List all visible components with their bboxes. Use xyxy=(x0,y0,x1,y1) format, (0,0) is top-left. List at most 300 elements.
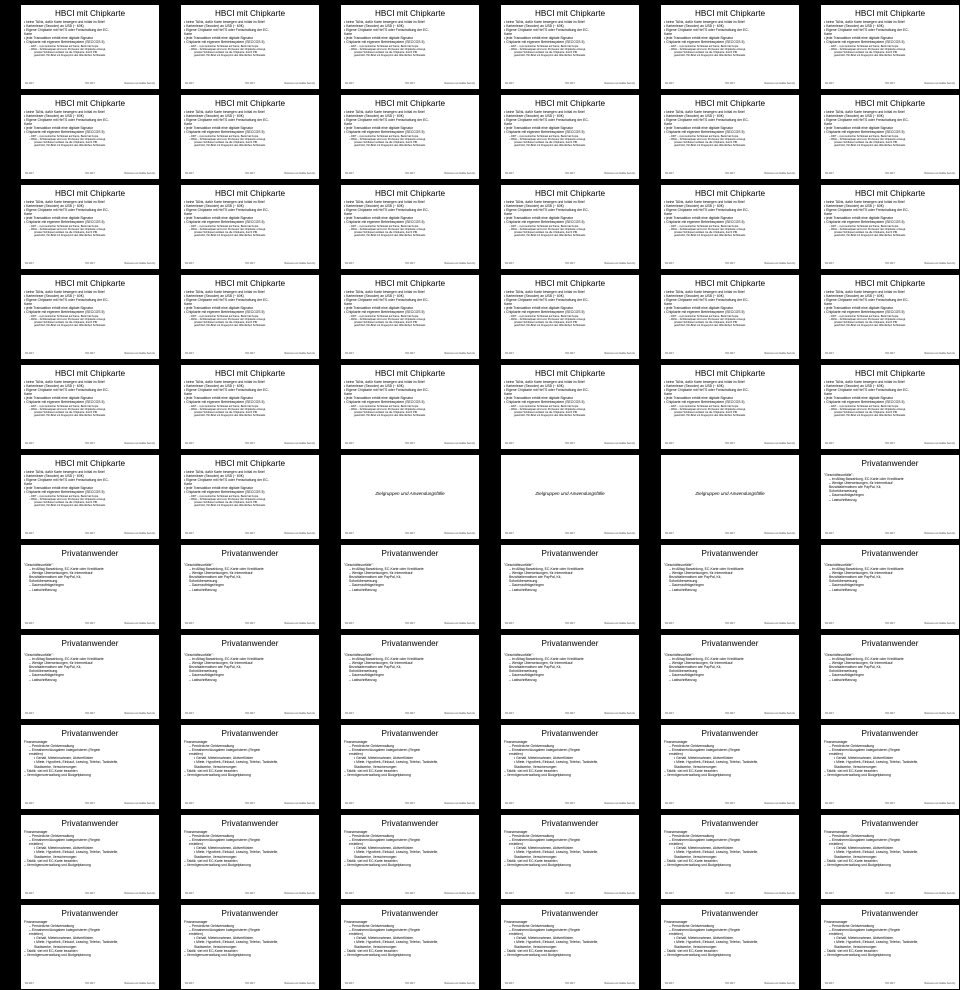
footer-left: SS 2017 xyxy=(25,803,34,805)
slide-bullet: – Wenige Überweisungen, für Internetkauf xyxy=(189,661,253,666)
slide-bullet: Finanzmanager xyxy=(504,920,528,924)
slide-bullet: • keine TANs, dafür Karte bewegen und Initial im Brief xyxy=(344,380,425,384)
slide-bullet: – DDT – symmetrischer Schlüssel auf Karte, Bank hat Kopie xyxy=(189,404,259,408)
slide-thumbnail[interactable] xyxy=(21,185,159,269)
footer-middle: HCI 2017 xyxy=(565,263,575,265)
slide-thumbnail[interactable] xyxy=(181,185,319,269)
slide-bullet: Finanzmanager xyxy=(664,830,688,834)
slide-bullet: geschützt, INI-Brief mit Fingerprint des öffentlichen Schlüssels xyxy=(514,234,586,238)
slide-thumbnail[interactable] xyxy=(661,635,799,719)
slide-bullet: – im Alltag Barzahlung, EC-Karte oder Kreditkarte xyxy=(189,657,264,662)
slide-bullet: • Gehalt, Mieteinnahmen, Aktiverflösten xyxy=(514,936,574,941)
slide-thumbnail[interactable] xyxy=(661,5,799,89)
slide-bullet: • jede Transaktion erhält eine digitale Signatur xyxy=(184,36,254,41)
footer-right: Business und Usable Security xyxy=(284,533,315,535)
slide-thumbnail[interactable] xyxy=(181,5,319,89)
slide-thumbnail[interactable] xyxy=(181,635,319,719)
slide-bullet: Finanzmanager xyxy=(824,740,848,744)
slide-bullet: geschützt, INI-Brief mit Fingerprint des öffentlichen Schlüssels xyxy=(34,234,106,238)
footer-middle: HCI 2017 xyxy=(565,83,575,85)
slide-bullet: – Persönliche Geldverwaltung xyxy=(509,744,555,749)
slide-bullet: – DDT – symmetrischer Schlüssel auf Karte, Bank hat Kopie xyxy=(669,224,739,228)
slide-bullet: – Taktik: viel mit EC-Karte bezahlen xyxy=(344,948,398,953)
slide-bullet: – DDT – symmetrischer Schlüssel auf Karte, Bank hat Kopie xyxy=(669,134,739,138)
slide-bullet: – Wenige Überweisungen, für Internetkauf xyxy=(29,661,93,666)
footer-right: Business und Usable Security xyxy=(124,803,155,805)
slide-thumbnail[interactable] xyxy=(341,815,479,899)
footer-right: Business und Usable Security xyxy=(444,263,475,265)
slide-bullet: Finanzmanager xyxy=(344,920,368,924)
slide-bullet: Bezahlalternativen wie PayPal, Kk, xyxy=(669,665,722,670)
slide-bullet: • keine TANs, dafür Karte bewegen und Initial im Brief xyxy=(504,200,585,204)
footer-left: SS 2017 xyxy=(345,893,354,895)
slide-thumbnail[interactable] xyxy=(341,5,479,89)
slide-thumbnail[interactable] xyxy=(21,725,159,809)
slide-thumbnail[interactable] xyxy=(501,905,639,989)
slide-bullet: • Miete, Hypothek, Einkauf, Leasing, Telefon, Tankstelle, xyxy=(354,940,439,945)
slide-thumbnail[interactable] xyxy=(501,815,639,899)
slide-bullet: • Kartenleser (Secoder) an USB (~ 60€) xyxy=(504,384,564,389)
slide-bullet: geschützt, INI-Brief mit Fingerprint des öffentlichen Schlüssels xyxy=(834,54,906,58)
slide-bullet: • jede Transaktion erhält eine digitale Signatur xyxy=(24,126,94,131)
slide-bullet: Bezahlalternativen wie PayPal, Kk, xyxy=(29,665,82,670)
slide-bullet: Finanzmanager xyxy=(344,740,368,744)
slide-footer xyxy=(345,83,475,86)
slide-bullet: geschützt, INI-Brief mit Fingerprint des öffentlichen Schlüssels xyxy=(674,324,746,328)
slide-bullet: • keine TANs, dafür Karte bewegen und Initial im Brief xyxy=(24,110,105,114)
slide-thumbnail[interactable] xyxy=(341,275,479,359)
slide-bullet: Karte xyxy=(504,32,513,37)
slide-thumbnail[interactable] xyxy=(821,275,959,359)
footer-middle: HCI 2017 xyxy=(885,353,895,355)
slide-bullet: – Persönliche Geldverwaltung xyxy=(829,834,875,839)
slide-bullet: privater Schlüssel verlässt nie die Chipkarte, durch PIN xyxy=(354,230,418,234)
slide-thumbnail[interactable] xyxy=(661,185,799,269)
slide-bullet: • Kartenleser (Secoder) an USB (~ 60€) xyxy=(24,204,84,209)
slide-bullet: – Taktik: viel mit EC-Karte bezahlen xyxy=(664,858,718,863)
footer-middle: HCI 2017 xyxy=(885,83,895,85)
slide-footer xyxy=(185,533,315,536)
slide-bullet: Sofortüberweisung xyxy=(189,669,218,674)
slide-title: HBCI mit Chipkarte xyxy=(374,369,446,378)
slide-bullet: – Persönliche Geldverwaltung xyxy=(349,924,395,929)
slide-footer xyxy=(665,443,795,446)
footer-middle: HCI 2017 xyxy=(245,173,255,175)
slide-thumbnail[interactable] xyxy=(821,185,959,269)
slide-bullet: – Taktik: viel mit EC-Karte bezahlen xyxy=(504,948,558,953)
slide-footer xyxy=(505,443,635,446)
slide-bullet: • Kartenleser (Secoder) an USB (~ 60€) xyxy=(184,204,244,209)
slide-bullet: • Kartenleser (Secoder) an USB (~ 60€) xyxy=(824,294,884,299)
slide-bullet: – Taktik: viel mit EC-Karte bezahlen xyxy=(24,858,78,863)
footer-left: SS 2017 xyxy=(665,443,674,445)
slide-bullet: • Kartenleser (Secoder) an USB (~ 60€) xyxy=(24,294,84,299)
slide-bullet: geschützt, INI-Brief mit Fingerprint des öffentlichen Schlüssels xyxy=(194,324,266,328)
slide-footer xyxy=(25,893,155,896)
slide-bullet: privater Schlüssel verlässt nie die Chipkarte, durch PIN xyxy=(194,230,258,234)
slide-bullet: • Chipkarte mit eigenem Betriebssystem (SECCOS 5) xyxy=(664,220,745,225)
slide-footer xyxy=(345,173,475,176)
slide-bullet: erstellen) xyxy=(829,752,843,757)
slide-bullet: Karte xyxy=(24,32,33,37)
slide-bullet: privater Schlüssel verlässt nie die Chipkarte, durch PIN xyxy=(34,410,98,414)
slide-bullet: • Chipkarte mit eigenem Betriebssystem (SECCOS 5) xyxy=(24,130,105,135)
slide-bullet: • Eigene Chipkarte mit HeTS oder Freischaltung der EC- xyxy=(664,298,749,303)
slide-bullet: • Eigene Chipkarte mit HeTS oder Freischaltung der EC- xyxy=(344,28,429,33)
slide-bullet: • Miete, Hypothek, Einkauf, Leasing, Telefon, Tankstelle, xyxy=(514,940,599,945)
slide-bullet: Karte xyxy=(24,212,33,217)
slide-thumbnail[interactable] xyxy=(661,455,799,539)
slide-bullet: • Kartenleser (Secoder) an USB (~ 60€) xyxy=(344,114,404,119)
slide-title: HBCI mit Chipkarte xyxy=(854,279,926,288)
slide-body xyxy=(504,563,636,592)
slide-body xyxy=(344,653,476,682)
footer-left: SS 2017 xyxy=(345,353,354,355)
slide-bullet: Finanzmanager xyxy=(184,740,208,744)
slide-bullet: – Vermögensverwaltung und Budgetplanung xyxy=(664,952,731,957)
slide-thumbnail[interactable] xyxy=(181,815,319,899)
footer-middle: HCI 2017 xyxy=(405,983,415,985)
slide-thumbnail[interactable] xyxy=(21,455,159,539)
slide-bullet: – Taktik: viel mit EC-Karte bezahlen xyxy=(824,858,878,863)
slide-thumbnail[interactable] xyxy=(501,455,639,539)
slide-thumbnail[interactable] xyxy=(661,95,799,179)
slide-bullet: privater Schlüssel verlässt nie die Chipkarte, durch PIN xyxy=(834,320,898,324)
footer-middle: HCI 2017 xyxy=(565,623,575,625)
slide-bullet: geschützt, INI-Brief mit Fingerprint des öffentlichen Schlüssels xyxy=(834,414,906,418)
slide-body xyxy=(184,110,316,147)
slide-bullet: – DDT – symmetrischer Schlüssel auf Karte, Bank hat Kopie xyxy=(829,224,899,228)
slide-footer xyxy=(185,893,315,896)
slide-bullet: Karte xyxy=(664,212,673,217)
slide-bullet: geschützt, INI-Brief mit Fingerprint des öffentlichen Schlüssels xyxy=(514,414,586,418)
slide-thumbnail[interactable] xyxy=(21,905,159,989)
slide-bullet: • Gehalt, Mieteinnahmen, Aktiverflösten xyxy=(834,846,894,851)
slide-bullet: – Einnahmen/Ausgaben kategorisieren (Regeln xyxy=(349,748,421,753)
slide-bullet: • Chipkarte mit eigenem Betriebssystem (SECCOS 5) xyxy=(824,220,905,225)
slide-footer xyxy=(185,173,315,176)
slide-body xyxy=(664,290,796,327)
slide-bullet: – Daueraufträge/ringen xyxy=(189,583,224,588)
slide-body xyxy=(24,563,156,592)
slide-footer xyxy=(505,713,635,716)
slide-bullet: • keine TANs, dafür Karte bewegen und Initial im Brief xyxy=(344,20,425,24)
section-heading: Zielgruppen und Anwendungsfälle xyxy=(535,491,605,496)
slide-bullet: – Wenige Überweisungen, für Internetkauf xyxy=(349,661,413,666)
footer-left: SS 2017 xyxy=(345,803,354,805)
slide-thumbnail[interactable] xyxy=(501,275,639,359)
slide-thumbnail[interactable] xyxy=(501,545,639,629)
slide-footer xyxy=(185,443,315,446)
footer-middle: HCI 2017 xyxy=(405,713,415,715)
slide-bullet: – im Alltag Barzahlung, EC-Karte oder Kreditkarte xyxy=(509,567,584,572)
slide-thumbnail[interactable] xyxy=(341,545,479,629)
slide-thumbnail[interactable] xyxy=(661,545,799,629)
slide-bullet: Finanzmanager xyxy=(664,740,688,744)
slide-bullet: • keine TANs, dafür Karte bewegen und Initial im Brief xyxy=(824,20,905,24)
slide-thumbnail[interactable] xyxy=(181,725,319,809)
slide-thumbnail[interactable] xyxy=(501,365,639,449)
footer-left: SS 2017 xyxy=(185,983,194,985)
slide-bullet: • Kartenleser (Secoder) an USB (~ 60€) xyxy=(184,384,244,389)
slide-thumbnail[interactable] xyxy=(821,815,959,899)
slide-bullet: – Wenige Überweisungen, für Internetkauf xyxy=(29,571,93,576)
slide-bullet: – Vermögensverwaltung und Budgetplanung xyxy=(344,862,411,867)
slide-bullet: • Gehalt, Mieteinnahmen, Aktiverflösten xyxy=(354,936,414,941)
slide-bullet: erstellen) xyxy=(29,842,43,847)
slide-bullet: geschützt, INI-Brief mit Fingerprint des öffentlichen Schlüssels xyxy=(34,504,106,508)
slide-thumbnail[interactable] xyxy=(181,545,319,629)
slide-thumbnail[interactable] xyxy=(341,635,479,719)
slide-thumbnail[interactable] xyxy=(341,905,479,989)
slide-thumbnail[interactable] xyxy=(501,185,639,269)
slide-bullet: • keine TANs, dafür Karte bewegen und Initial im Brief xyxy=(24,470,105,474)
footer-left: SS 2017 xyxy=(25,533,34,535)
slide-bullet: privater Schlüssel verlässt nie die Chipkarte, durch PIN xyxy=(674,410,738,414)
slide-body xyxy=(24,470,156,507)
slide-bullet: – Lastschriftanzug xyxy=(29,587,57,592)
footer-right: Business und Usable Security xyxy=(764,173,795,175)
slide-bullet: – Lastschriftanzug xyxy=(189,677,217,682)
slide-bullet: • Eigene Chipkarte mit HeTS oder Freischaltung der EC- xyxy=(344,118,429,123)
slide-title: HBCI mit Chipkarte xyxy=(214,369,286,378)
slide-bullet: – im Alltag Barzahlung, EC-Karte oder Kreditkarte xyxy=(349,657,424,662)
slide-body xyxy=(184,830,316,867)
slide-bullet: – Lastschriftanzug xyxy=(829,587,857,592)
footer-left: SS 2017 xyxy=(505,803,514,805)
slide-thumbnail[interactable] xyxy=(661,725,799,809)
slide-thumbnail[interactable] xyxy=(181,275,319,359)
slide-title: Privatanwender xyxy=(861,639,919,648)
slide-title: Privatanwender xyxy=(221,909,279,918)
slide-bullet: • jede Transaktion erhält eine digitale Signatur xyxy=(184,486,254,491)
slide-bullet: – Einnahmen/Ausgaben kategorisieren (Regeln xyxy=(829,748,901,753)
slide-thumbnail[interactable] xyxy=(661,365,799,449)
slide-footer xyxy=(185,623,315,626)
slide-bullet: • jede Transaktion erhält eine digitale Signatur xyxy=(664,126,734,131)
slide-bullet: privater Schlüssel verlässt nie die Chipkarte, durch PIN xyxy=(194,140,258,144)
footer-middle: HCI 2017 xyxy=(85,173,95,175)
slide-bullet: privater Schlüssel verlässt nie die Chipkarte, durch PIN xyxy=(514,320,578,324)
slide-footer xyxy=(825,623,955,626)
slide-bullet: – im Alltag Barzahlung, EC-Karte oder Kreditkarte xyxy=(29,567,104,572)
slide-bullet: • jede Transaktion erhält eine digitale Signatur xyxy=(664,216,734,221)
slide-bullet: Karte xyxy=(664,122,673,127)
slide-bullet: • Eigene Chipkarte mit HeTS oder Freischaltung der EC- xyxy=(24,298,109,303)
slide-thumbnail[interactable] xyxy=(341,365,479,449)
footer-middle: HCI 2017 xyxy=(725,713,735,715)
slide-bullet: • Miete, Hypothek, Einkauf, Leasing, Telefon, Tankstelle, xyxy=(514,760,599,765)
footer-left: SS 2017 xyxy=(25,83,34,85)
slide-thumbnail[interactable] xyxy=(821,365,959,449)
slide-thumbnail[interactable] xyxy=(661,815,799,899)
slide-bullet: – DDT – symmetrischer Schlüssel auf Karte, Bank hat Kopie xyxy=(669,44,739,48)
slide-bullet: Finanzmanager xyxy=(184,830,208,834)
slide-thumbnail[interactable] xyxy=(341,95,479,179)
slide-bullet: geschützt, INI-Brief mit Fingerprint des öffentlichen Schlüssels xyxy=(194,144,266,148)
slide-bullet: Sofortüberweisung xyxy=(349,669,378,674)
slide-bullet: • keine TANs, dafür Karte bewegen und Initial im Brief xyxy=(184,290,265,294)
slide-thumbnail[interactable] xyxy=(21,815,159,899)
footer-right: Business und Usable Security xyxy=(604,263,635,265)
slide-bullet: • Eigene Chipkarte mit HeTS oder Freischaltung der EC- xyxy=(664,388,749,393)
slide-bullet: • Gehalt, Mieteinnahmen, Aktiverflösten xyxy=(674,846,734,851)
footer-left: SS 2017 xyxy=(505,173,514,175)
slide-body xyxy=(504,920,636,957)
slide-thumbnail[interactable] xyxy=(21,5,159,89)
footer-left: SS 2017 xyxy=(665,983,674,985)
slide-bullet: – RDH – Schlüsselpaar wird vom Prozessor der Chipkarte erzeugt, xyxy=(829,47,906,51)
slide-thumbnail[interactable] xyxy=(821,905,959,989)
slide-thumbnail[interactable] xyxy=(21,365,159,449)
slide-bullet: – Einnahmen/Ausgaben kategorisieren (Regeln xyxy=(189,838,261,843)
slide-bullet: • Kartenleser (Secoder) an USB (~ 60€) xyxy=(344,384,404,389)
slide-thumbnail[interactable] xyxy=(821,545,959,629)
slide-bullet: • Miete, Hypothek, Einkauf, Leasing, Telefon, Tankstelle, xyxy=(834,850,919,855)
slide-bullet: • Chipkarte mit eigenem Betriebssystem (SECCOS 5) xyxy=(24,490,105,495)
slide-bullet: – Taktik: viel mit EC-Karte bezahlen xyxy=(24,768,78,773)
footer-middle: HCI 2017 xyxy=(885,443,895,445)
slide-title: Privatanwender xyxy=(221,819,279,828)
slide-bullet: – RDH – Schlüsselpaar wird vom Prozessor der Chipkarte erzeugt, xyxy=(29,47,106,51)
footer-middle: HCI 2017 xyxy=(725,173,735,175)
slide-footer xyxy=(825,83,955,86)
slide-thumbnail[interactable] xyxy=(501,95,639,179)
footer-left: SS 2017 xyxy=(505,353,514,355)
slide-thumbnail[interactable] xyxy=(341,725,479,809)
slide-bullet: • Eigene Chipkarte mit HeTS oder Freischaltung der EC- xyxy=(504,28,589,33)
slide-bullet: Sofortüberweisung xyxy=(669,579,698,584)
slide-bullet: • jede Transaktion erhält eine digitale Signatur xyxy=(824,396,894,401)
slide-thumbnail[interactable] xyxy=(501,5,639,89)
footer-right: Business und Usable Security xyxy=(604,353,635,355)
footer-middle: HCI 2017 xyxy=(405,173,415,175)
slide-bullet: Stadtwerke, Versicherungen xyxy=(34,944,77,949)
slide-footer xyxy=(345,983,475,986)
slide-bullet: – Taktik: viel mit EC-Karte bezahlen xyxy=(504,768,558,773)
slide-bullet: • Miete, Hypothek, Einkauf, Leasing, Telefon, Tankstelle, xyxy=(834,760,919,765)
slide-bullet: Finanzmanager xyxy=(824,920,848,924)
slide-thumbnail[interactable] xyxy=(21,635,159,719)
slide-body xyxy=(664,653,796,682)
slide-thumbnail[interactable] xyxy=(341,185,479,269)
slide-thumbnail[interactable] xyxy=(821,455,959,539)
slide-bullet: • Miete, Hypothek, Einkauf, Leasing, Telefon, Tankstelle, xyxy=(194,940,279,945)
slide-bullet: Stadtwerke, Versicherungen xyxy=(34,854,77,859)
slide-title: HBCI mit Chipkarte xyxy=(214,99,286,108)
slide-bullet: – RDH – Schlüsselpaar wird vom Prozessor der Chipkarte erzeugt, xyxy=(349,47,426,51)
slide-bullet: Stadtwerke, Versicherungen xyxy=(194,944,237,949)
slide-footer xyxy=(25,443,155,446)
slide-bullet: Sofortüberweisung xyxy=(29,579,58,584)
slide-bullet: • Gehalt, Mieteinnahmen, Aktiverflösten xyxy=(834,936,894,941)
slide-bullet: – Einnahmen/Ausgaben kategorisieren (Regeln xyxy=(669,838,741,843)
footer-left: SS 2017 xyxy=(825,893,834,895)
slide-thumbnail[interactable] xyxy=(821,635,959,719)
slide-thumbnail[interactable] xyxy=(181,95,319,179)
slide-thumbnail[interactable] xyxy=(661,905,799,989)
slide-bullet: privater Schlüssel verlässt nie die Chipkarte, durch PIN xyxy=(514,50,578,54)
slide-bullet: • jede Transaktion erhält eine digitale Signatur xyxy=(664,396,734,401)
slide-bullet: – Wenige Überweisungen, für Internetkauf xyxy=(829,481,893,486)
slide-thumbnail[interactable] xyxy=(181,905,319,989)
slide-bullet: Stadtwerke, Versicherungen xyxy=(834,764,877,769)
slide-thumbnail[interactable] xyxy=(21,275,159,359)
slide-bullet: – Persönliche Geldverwaltung xyxy=(669,744,715,749)
slide-bullet: • keine TANs, dafür Karte bewegen und Initial im Brief xyxy=(664,290,745,294)
slide-bullet: – RDH – Schlüsselpaar wird vom Prozessor der Chipkarte erzeugt, xyxy=(349,137,426,141)
slide-bullet: • Kartenleser (Secoder) an USB (~ 60€) xyxy=(504,24,564,29)
slide-title: HBCI mit Chipkarte xyxy=(854,189,926,198)
slide-bullet: – Daueraufträge/ringen xyxy=(829,493,864,498)
slide-bullet: – im Alltag Barzahlung, EC-Karte oder Kreditkarte xyxy=(349,567,424,572)
slide-bullet: privater Schlüssel verlässt nie die Chipkarte, durch PIN xyxy=(514,140,578,144)
slide-thumbnail[interactable] xyxy=(21,95,159,179)
slide-bullet: • Chipkarte mit eigenem Betriebssystem (SECCOS 5) xyxy=(824,400,905,405)
slide-bullet: • jede Transaktion erhält eine digitale Signatur xyxy=(24,306,94,311)
slide-thumbnail[interactable] xyxy=(821,5,959,89)
slide-bullet: Bezahlalternativen wie PayPal, Kk, xyxy=(189,575,242,580)
slide-bullet: • Kartenleser (Secoder) an USB (~ 60€) xyxy=(184,24,244,29)
slide-thumbnail[interactable] xyxy=(181,455,319,539)
slide-footer xyxy=(25,623,155,626)
footer-left: SS 2017 xyxy=(505,443,514,445)
slide-bullet: – Vermögensverwaltung und Budgetplanung xyxy=(664,772,731,777)
slide-thumbnail[interactable] xyxy=(661,275,799,359)
footer-left: SS 2017 xyxy=(25,173,34,175)
slide-bullet: – Daueraufträge/ringen xyxy=(509,673,544,678)
slide-bullet: • jede Transaktion erhält eine digitale Signatur xyxy=(664,36,734,41)
slide-thumbnail[interactable] xyxy=(821,725,959,809)
slide-footer xyxy=(25,713,155,716)
slide-bullet: – RDH – Schlüsselpaar wird vom Prozessor der Chipkarte erzeugt, xyxy=(669,317,746,321)
slide-title: Privatanwender xyxy=(701,639,759,648)
slide-title: Privatanwender xyxy=(701,819,759,828)
slide-bullet: – im Alltag Barzahlung, EC-Karte oder Kreditkarte xyxy=(509,657,584,662)
slide-bullet: • Kartenleser (Secoder) an USB (~ 60€) xyxy=(664,384,724,389)
slide-title: HBCI mit Chipkarte xyxy=(694,9,766,18)
slide-bullet: geschützt, INI-Brief mit Fingerprint des öffentlichen Schlüssels xyxy=(834,234,906,238)
slide-thumbnail[interactable] xyxy=(821,95,959,179)
slide-title: Privatanwender xyxy=(221,729,279,738)
footer-right: Business und Usable Security xyxy=(924,983,955,985)
slide-thumbnail[interactable] xyxy=(181,365,319,449)
slide-title: Privatanwender xyxy=(861,909,919,918)
slide-bullet: erstellen) xyxy=(509,842,523,847)
slide-bullet: Stadtwerke, Versicherungen xyxy=(354,854,397,859)
slide-bullet: • Gehalt, Mieteinnahmen, Aktiverflösten xyxy=(514,756,574,761)
slide-bullet: – Wenige Überweisungen, für Internetkauf xyxy=(509,571,573,576)
slide-thumbnail[interactable] xyxy=(21,545,159,629)
slide-body xyxy=(184,563,316,592)
slide-bullet: privater Schlüssel verlässt nie die Chipkarte, durch PIN xyxy=(674,50,738,54)
slide-footer xyxy=(185,803,315,806)
slide-bullet: – Lastschriftanzug xyxy=(189,587,217,592)
slide-bullet: – DDT – symmetrischer Schlüssel auf Karte, Bank hat Kopie xyxy=(189,314,259,318)
footer-right: Business und Usable Security xyxy=(764,263,795,265)
slide-bullet: – Lastschriftanzug xyxy=(829,677,857,682)
slide-bullet: – Taktik: viel mit EC-Karte bezahlen xyxy=(824,948,878,953)
slide-bullet: – RDH – Schlüsselpaar wird vom Prozessor der Chipkarte erzeugt, xyxy=(189,137,266,141)
footer-middle: HCI 2017 xyxy=(565,443,575,445)
slide-thumbnail[interactable] xyxy=(501,725,639,809)
slide-bullet: – DDT – symmetrischer Schlüssel auf Karte, Bank hat Kopie xyxy=(29,134,99,138)
footer-middle: HCI 2017 xyxy=(405,623,415,625)
footer-left: SS 2017 xyxy=(505,263,514,265)
slide-body xyxy=(344,290,476,327)
slide-thumbnail[interactable] xyxy=(341,455,479,539)
slide-thumbnail[interactable] xyxy=(501,635,639,719)
